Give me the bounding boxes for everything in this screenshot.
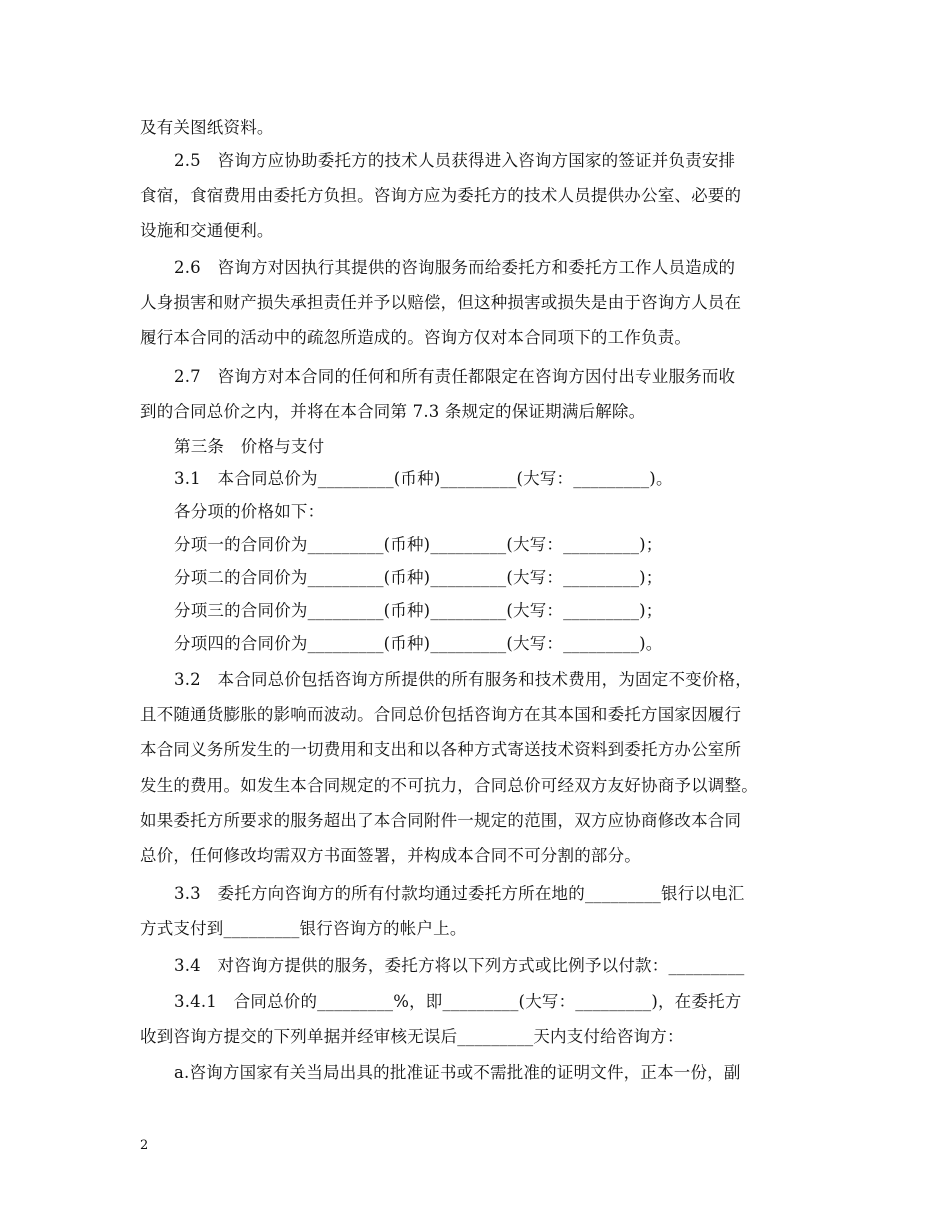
text-line: 3.4 对咨询方提供的服务，委托方将以下列方式或比例予以付款：_________ (174, 956, 745, 975)
section-heading: 第三条 价格与支付 (174, 437, 325, 456)
text-line: 2.5 咨询方应协助委托方的技术人员获得进入咨询方国家的签证并负责安排 (174, 151, 736, 170)
text-line: 分项一的合同价为_________(币种)_________(大写：_________)； (174, 535, 663, 554)
text-line: 且不随通货膨胀的影响而波动。合同总价包括咨询方在其本国和委托方国家因履行 (140, 705, 742, 724)
text-line: 2.7 咨询方对本合同的任何和所有责任都限定在咨询方因付出专业服务而收 (174, 367, 736, 386)
text-line: 分项三的合同价为_________(币种)_________(大写：_________)； (174, 601, 663, 620)
text-line: 收到咨询方提交的下列单据并经审核无误后_________天内支付给咨询方： (140, 1027, 684, 1046)
text-line: a.咨询方国家有关当局出具的批准证书或不需批准的证明文件，正本一份，副 (174, 1063, 741, 1082)
text-line: 各分项的价格如下： (174, 502, 325, 521)
text-line: 3.2 本合同总价包括咨询方所提供的所有服务和技术费用，为固定不变价格， (174, 670, 752, 689)
text-line: 人身损害和财产损失承担责任并予以赔偿，但这种损害或损失是由于咨询方人员在 (140, 293, 742, 312)
text-line: 3.3 委托方向咨询方的所有付款均通过委托方所在地的_________银行以电汇 (174, 884, 745, 903)
text-line: 分项二的合同价为_________(币种)_________(大写：_________)； (174, 568, 663, 587)
text-line: 食宿，食宿费用由委托方负担。咨询方应为委托方的技术人员提供办公室、必要的 (140, 186, 742, 205)
text-line: 方式支付到_________银行咨询方的帐户上。 (140, 919, 467, 938)
text-line: 总价，任何修改均需双方书面签署，并构成本合同不可分割的部分。 (140, 846, 641, 865)
text-line: 到的合同总价之内，并将在本合同第 7.3 条规定的保证期满后解除。 (140, 402, 646, 421)
text-line: 3.4.1 合同总价的_________%，即_________(大写：_________)，在委托方 (174, 992, 742, 1011)
text-line: 如果委托方所要求的服务超出了本合同附件一规定的范围，双方应协商修改本合同 (140, 811, 742, 830)
text-line: 分项四的合同价为_________(币种)_________(大写：_________)。 (174, 634, 663, 653)
text-line: 设施和交通便利。 (140, 221, 274, 240)
text-line: 及有关图纸资料。 (140, 118, 274, 137)
text-line: 2.6 咨询方对因执行其提供的咨询服务而给委托方和委托方工作人员造成的 (174, 258, 736, 277)
page-number: 2 (140, 1138, 149, 1153)
text-line: 发生的费用。如发生本合同规定的不可抗力，合同总价可经双方友好协商予以调整。 (140, 776, 758, 795)
text-line: 本合同义务所发生的一切费用和支出和以各种方式寄送技术资料到委托方办公室所 (140, 740, 742, 759)
text-line: 3.1 本合同总价为_________(币种)_________(大写：_________)。 (174, 469, 673, 488)
text-line: 履行本合同的活动中的疏忽所造成的。咨询方仅对本合同项下的工作负责。 (140, 328, 692, 347)
